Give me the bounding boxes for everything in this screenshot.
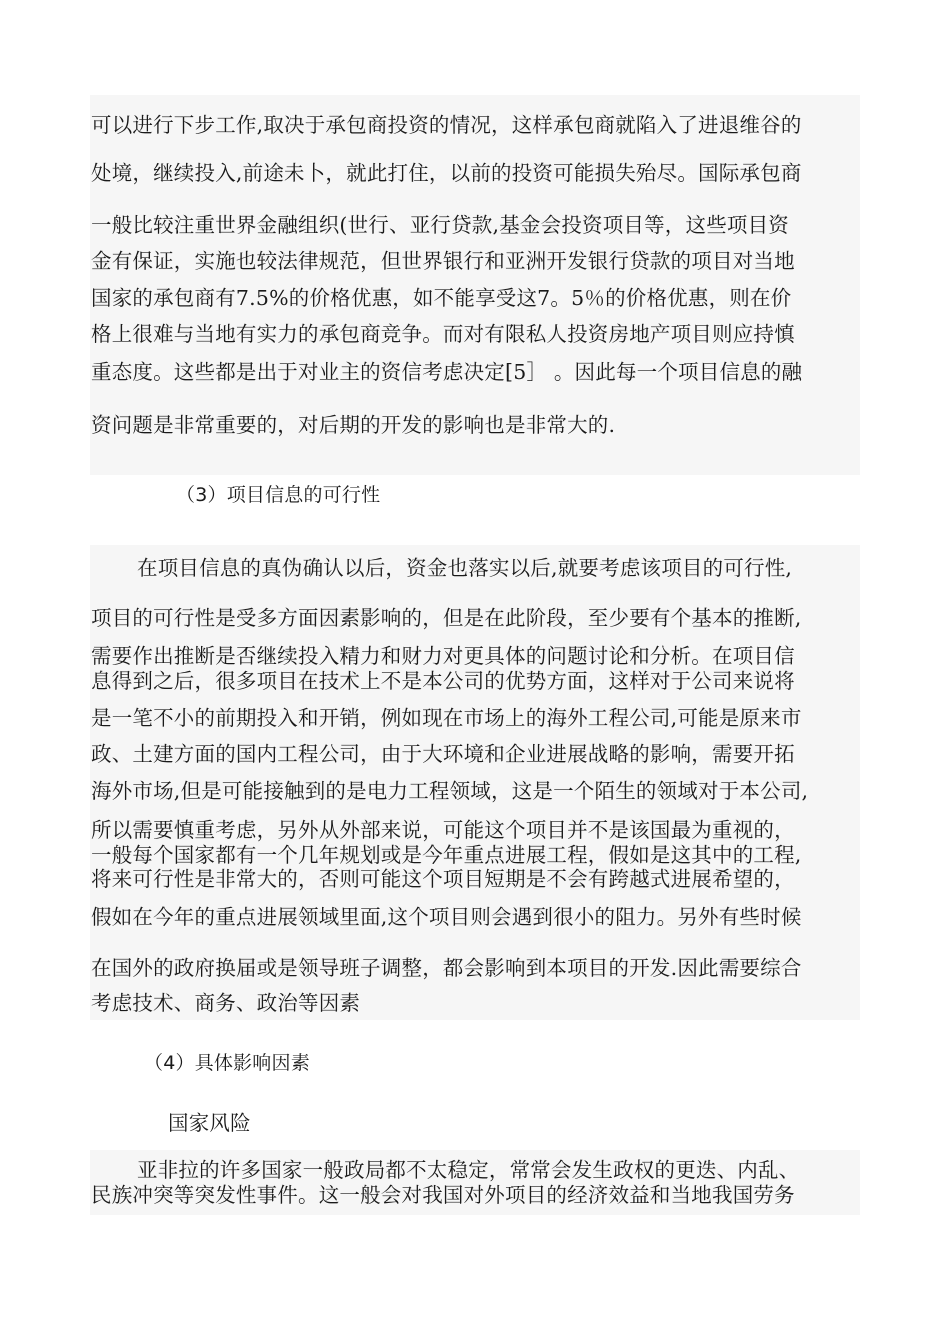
section-heading: （3）项目信息的可行性: [176, 484, 381, 506]
paragraph-line: 亚非拉的许多国家一般政局都不太稳定，常常会发生政权的更迭、内乱、: [137, 1158, 800, 1182]
paragraph-line: 一般比较注重世界金融组织(世行、亚行贷款,基金会投资项目等，这些项目资: [91, 213, 790, 237]
paragraph-line: 处境，继续投入,前途未卜，就此打住，以前的投资可能损失殆尽。国际承包商: [91, 161, 802, 185]
paragraph-line: 考虑技术、商务、政治等因素: [91, 991, 361, 1015]
paragraph-line: 民族冲突等突发性事件。这一般会对我国对外项目的经济效益和当地我国劳务: [91, 1183, 795, 1207]
paragraph-line: 项目的可行性是受多方面因素影响的，但是在此阶段，至少要有个基本的推断,: [91, 606, 802, 630]
paragraph-line: 是一笔不小的前期投入和开销，例如现在市场上的海外工程公司,可能是原来市: [91, 706, 802, 730]
paragraph-line: 所以需要慎重考虑，另外从外部来说，可能这个项目并不是该国最为重视的，: [91, 818, 795, 842]
paragraph-line: 格上很难与当地有实力的承包商竞争。而对有限私人投资房地产项目则应持慎: [91, 322, 795, 346]
paragraph-line: 假如在今年的重点进展领域里面,这个项目则会遇到很小的阻力。另外有些时候: [91, 905, 802, 929]
paragraph-line: 重态度。这些都是出于对业主的资信考虑决定[5］ 。因此每一个项目信息的融: [91, 360, 803, 384]
paragraph-line: 需要作出推断是否继续投入精力和财力对更具体的问题讨论和分析。在项目信: [91, 644, 795, 668]
paragraph-line: 国家的承包商有7.5%的价格优惠，如不能享受这7。5％的价格优惠，则在价: [91, 286, 792, 310]
paragraph-line: 在国外的政府换届或是领导班子调整，都会影响到本项目的开发.因此需要综合: [91, 956, 802, 980]
paragraph-line: 资问题是非常重要的，对后期的开发的影响也是非常大的.: [91, 413, 616, 437]
paragraph-line: 海外市场,但是可能接触到的是电力工程领域，这是一个陌生的领域对于本公司,: [91, 779, 809, 803]
paragraph-line: 金有保证，实施也较法律规范，但世界银行和亚洲开发银行贷款的项目对当地: [91, 249, 795, 273]
paragraph-line: 在项目信息的真伪确认以后，资金也落实以后,就要考虑该项目的可行性,: [137, 556, 793, 580]
paragraph-line: 政、土建方面的国内工程公司，由于大环境和企业进展战略的影响，需要开拓: [91, 742, 795, 766]
paragraph-line: 息得到之后，很多项目在技术上不是本公司的优势方面，这样对于公司来说将: [91, 669, 795, 693]
subsection-heading: 国家风险: [168, 1111, 251, 1135]
section-heading: （4）具体影响因素: [144, 1052, 310, 1074]
paragraph-line: 将来可行性是非常大的，否则可能这个项目短期是不会有跨越式进展希望的，: [91, 867, 795, 891]
paragraph-line: 可以进行下步工作,取决于承包商投资的情况，这样承包商就陷入了进退维谷的: [91, 113, 802, 137]
paragraph-line: 一般每个国家都有一个几年规划或是今年重点进展工程，假如是这其中的工程,: [91, 843, 802, 867]
